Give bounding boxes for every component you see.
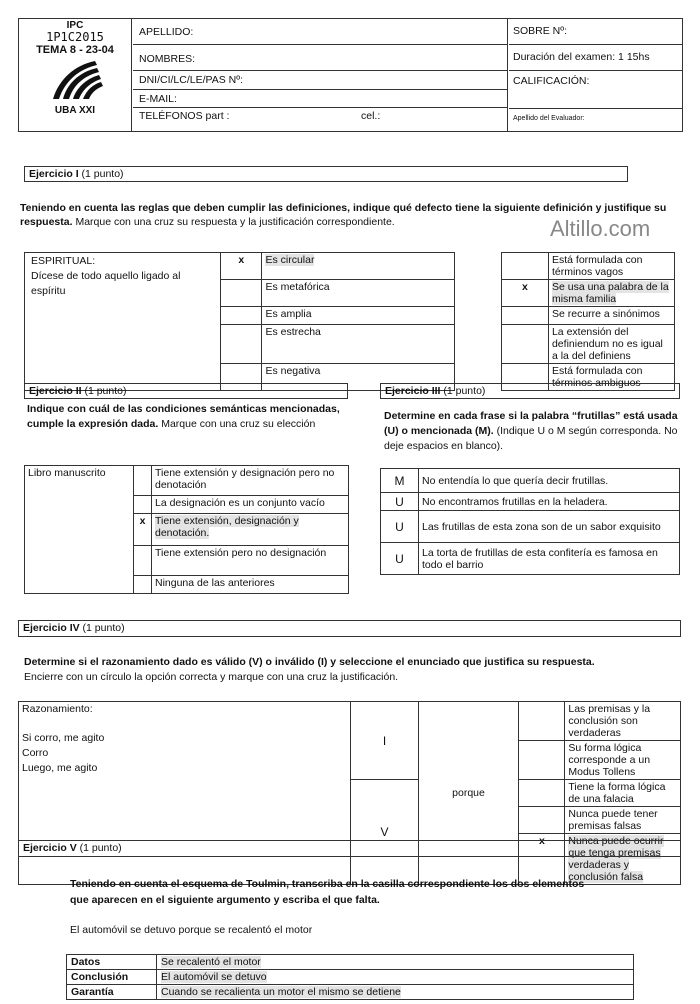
calificacion-field[interactable] — [509, 71, 682, 109]
ej1-justification-mark[interactable] — [501, 325, 548, 364]
ej4-table — [18, 701, 681, 885]
ej1-defect-option — [262, 307, 454, 325]
ej5-row — [67, 955, 634, 970]
evaluador-label: Apellido del Evaluador: — [513, 115, 585, 122]
ej1-defect-option — [262, 253, 454, 280]
email-field[interactable] — [133, 90, 507, 108]
ej1-table — [24, 252, 675, 391]
ej2-option-mark[interactable] — [134, 546, 152, 576]
ej5-title-box — [18, 840, 681, 857]
ej5-row-label: Conclusión — [67, 970, 157, 985]
ej1-justification-mark[interactable] — [501, 307, 548, 325]
cel-label: cel.: — [361, 110, 381, 122]
nombres-field[interactable] — [133, 45, 507, 71]
ej4-option-i[interactable]: I — [351, 702, 418, 780]
ej1-justification-label: Se usa una palabra de la misma familia — [551, 281, 669, 305]
watermark: Altillo.com — [550, 216, 651, 241]
ej2-option — [152, 546, 349, 576]
ej2-option-mark[interactable] — [134, 466, 152, 496]
ej2-option-label: Tiene extensión, designación y denotación. — [155, 515, 299, 539]
ej1-defect-label: Es estrecha — [265, 326, 321, 338]
ej5-points: (1 punto) — [79, 842, 122, 854]
ej4-title: Ejercicio IV — [23, 622, 80, 634]
header-logo-block — [19, 19, 132, 131]
ej1-defect-mark[interactable] — [221, 325, 262, 364]
telefonos-label: TELÉFONOS part : — [139, 110, 230, 122]
ej4-justification-mark[interactable] — [519, 741, 565, 780]
ej2-row — [25, 466, 349, 496]
ej4-porque: porque — [418, 702, 519, 885]
ej3-sentence: No encontramos frutillas en la heladera. — [419, 493, 680, 511]
ej5-row-answer: Se recalentó el motor — [161, 956, 261, 968]
ej5-row-answer: El automóvil se detuvo — [161, 971, 267, 983]
course-code: 1P1C2015 — [46, 30, 104, 44]
ipc-label: IPC — [66, 20, 84, 31]
ej1-row — [25, 253, 675, 280]
ej5-row-value[interactable] — [157, 955, 634, 970]
header-exam-info — [509, 19, 682, 131]
ej4-justification — [565, 741, 681, 780]
ej2-option — [152, 466, 349, 496]
ej1-defect-label: Es metafórica — [265, 281, 330, 293]
ej2-table — [24, 465, 349, 594]
ej2-option-label: La designación es un conjunto vacío — [155, 497, 325, 509]
ej4-reasoning — [19, 702, 351, 885]
ej1-definition: ESPIRITUAL: Dícese de todo aquello ligado al espíritu — [25, 253, 221, 391]
ej3-title: Ejercicio III — [385, 385, 441, 397]
ej4-justification-mark[interactable]: x — [519, 834, 565, 885]
ej1-title: Ejercicio I — [29, 168, 79, 180]
ej4-title-box — [18, 620, 681, 637]
ej5-row-answer: Cuando se recalienta un motor el mismo se detiene — [161, 986, 401, 998]
ej5-row-value[interactable] — [157, 985, 634, 1000]
apellido-field[interactable] — [133, 19, 507, 45]
apellido-label: APELLIDO: — [139, 26, 194, 38]
ej5-row-label: Garantía — [67, 985, 157, 1000]
ej1-gap — [454, 307, 501, 325]
ej2-option-label: Tiene extensión pero no designación — [155, 547, 327, 559]
ej3-sentence: No entendía lo que quería decir frutillas. — [419, 469, 680, 493]
ej1-justification-mark[interactable]: x — [501, 280, 548, 307]
ej3-row — [381, 493, 680, 511]
ej4-premises: Si corro, me agito Corro Luego, me agito — [22, 732, 105, 774]
ej1-instr-bold: Teniendo en cuenta las reglas que deben cumplir las definiciones, indique qué defecto tiene la siguiente definición y justifique su respuesta. — [20, 202, 667, 228]
ej2-instr-bold: Indique con cuál de las condiciones semánticas mencionadas, cumple la expresión dada. — [27, 403, 340, 430]
ej4-justification-label: Nunca puede tener premisas falsas — [568, 808, 658, 832]
uba-logo — [45, 59, 105, 103]
ej4-option-v[interactable]: V — [351, 780, 418, 885]
ej4-instr-bold: Determine si el razonamiento dado es válido (V) o inválido (I) y seleccione el enunciado que justifica su respuesta. — [24, 656, 595, 668]
ej3-row — [381, 469, 680, 493]
duracion-label: Duración del examen: 1 15hs — [513, 51, 650, 63]
ej4-instr-normal: Encierre con un círculo la opción correcta y marque con una cruz la justificación. — [24, 671, 399, 683]
duracion-field — [509, 45, 682, 71]
ej2-option-mark[interactable]: x — [134, 514, 152, 546]
ej1-defect-option — [262, 325, 454, 364]
ej4-points: (1 punto) — [82, 622, 125, 634]
ej3-points: (1 punto) — [443, 385, 486, 397]
ej1-instr-normal: Marque con una cruz su respuesta y la justificación correspondiente. — [72, 216, 395, 228]
ej3-row — [381, 543, 680, 575]
ej1-gap — [454, 325, 501, 364]
ej2-expression: Libro manuscrito — [25, 466, 134, 594]
ej3-instructions — [384, 409, 678, 454]
ej1-justification-mark[interactable] — [501, 253, 548, 280]
ej4-justification-label: Tiene la forma lógica de una falacia — [568, 781, 666, 805]
ej1-title-box — [24, 166, 628, 182]
ej5-table — [66, 954, 634, 1000]
telefonos-field[interactable] — [133, 108, 507, 128]
ej4-instructions — [24, 655, 684, 685]
ej1-defect-label: Es amplia — [265, 308, 312, 320]
ej5-row-value[interactable] — [157, 970, 634, 985]
ej1-defect-mark[interactable] — [221, 280, 262, 307]
ej4-justification-label: Su forma lógica corresponde a un Modus Tollens — [568, 742, 651, 778]
ej1-justification-option — [548, 253, 674, 280]
ej4-justification-mark[interactable] — [519, 780, 565, 807]
ej1-defect-mark[interactable]: x — [221, 253, 262, 280]
ej3-title-box — [380, 383, 680, 399]
ej4-justification — [565, 780, 681, 807]
ej1-defect-label: Es circular — [265, 254, 315, 266]
ej5-row — [67, 970, 634, 985]
ej2-title: Ejercicio II — [29, 385, 82, 397]
ej2-instr-normal: Marque con una cruz su elección — [158, 418, 316, 430]
ej1-justification-label: Se recurre a sinónimos — [551, 308, 660, 320]
ej3-sentence: La torta de frutillas de esta confitería es famosa en todo el barrio — [419, 543, 680, 575]
ej4-justification-label: Nunca puede ocurrir que tenga premisas verdaderas y conclusión falsa — [568, 835, 664, 883]
ej3-row — [381, 511, 680, 543]
ej1-gap — [454, 253, 501, 280]
ej3-answer[interactable]: U — [381, 511, 419, 543]
tema-label: TEMA 8 - 23-04 — [36, 44, 114, 56]
ej2-option-mark[interactable] — [134, 496, 152, 514]
ej5-row — [67, 985, 634, 1000]
ej4-justification — [565, 702, 681, 741]
ej5-title: Ejercicio V — [23, 842, 77, 854]
calificacion-label: CALIFICACIÓN: — [513, 75, 590, 87]
ej2-option-mark[interactable] — [134, 576, 152, 594]
nombres-label: NOMBRES: — [139, 53, 196, 65]
ej2-option — [152, 576, 349, 594]
dni-label: DNI/CI/LC/LE/PAS Nº: — [139, 74, 244, 86]
ej1-justification-label: La extensión del definiendum no es igual a la del definiens — [551, 326, 663, 362]
ej4-justification — [565, 807, 681, 834]
ej2-title-box — [24, 383, 348, 399]
dni-field[interactable] — [133, 71, 507, 90]
ej4-justification-label: Las premisas y la conclusión son verdaderas — [568, 703, 651, 739]
ej3-instr-normal: (Indique U o M según corresponda. No deje espacios en blanco). — [384, 425, 678, 452]
header-box — [18, 18, 683, 132]
email-label: E-MAIL: — [139, 93, 177, 105]
ej2-instructions — [27, 402, 343, 432]
ej3-answer[interactable]: M — [381, 469, 419, 493]
ej4-row — [19, 702, 681, 741]
ej3-answer[interactable]: U — [381, 543, 419, 575]
ej5-row-label: Datos — [67, 955, 157, 970]
ej1-defect-label: Es negativa — [265, 365, 321, 377]
sobre-field[interactable] — [509, 19, 682, 45]
ej3-sentence: Las frutillas de esta zona son de un sabor exquisito — [419, 511, 680, 543]
ej4-justification-mark[interactable] — [519, 702, 565, 741]
ej1-justification-label: Está formulada con términos vagos — [551, 254, 643, 278]
sobre-label: SOBRE Nº: — [513, 25, 568, 37]
ej1-points: (1 punto) — [81, 168, 124, 180]
ej1-gap — [454, 280, 501, 307]
ej5-instructions: Teniendo en cuenta el esquema de Toulmin, transcriba en la casilla correspondiente los dos elementos que aparecen en el siguiente argumento y escriba el que falta. — [70, 878, 585, 906]
evaluador-field[interactable] — [509, 109, 682, 131]
ej2-option — [152, 496, 349, 514]
ej2-points: (1 punto) — [84, 385, 127, 397]
ej4-justification-mark[interactable] — [519, 807, 565, 834]
ej1-justification-option — [548, 307, 674, 325]
ej1-defect-option — [262, 280, 454, 307]
ej1-justification-option — [548, 280, 674, 307]
uba-label: UBA XXI — [54, 105, 96, 116]
ej1-justification-option — [548, 325, 674, 364]
ej2-option-label: Tiene extensión y designación pero no denotación — [155, 467, 335, 491]
ej2-option-label: Ninguna de las anteriores — [155, 577, 275, 589]
header-fields — [133, 19, 508, 131]
ej5-argument: El automóvil se detuvo porque se recalentó el motor — [70, 924, 313, 936]
ej1-justification-label: Está formulada con términos ambiguos — [551, 365, 643, 389]
ej4-reasoning-label: Razonamiento: — [22, 703, 93, 715]
ej2-option — [152, 514, 349, 546]
ej3-table — [380, 468, 680, 575]
ej3-answer[interactable]: U — [381, 493, 419, 511]
ej3-instr-bold: Determine en cada frase si la palabra “frutillas” está usada (U) o mencionada (M). — [384, 410, 678, 437]
ej1-defect-mark[interactable] — [221, 307, 262, 325]
